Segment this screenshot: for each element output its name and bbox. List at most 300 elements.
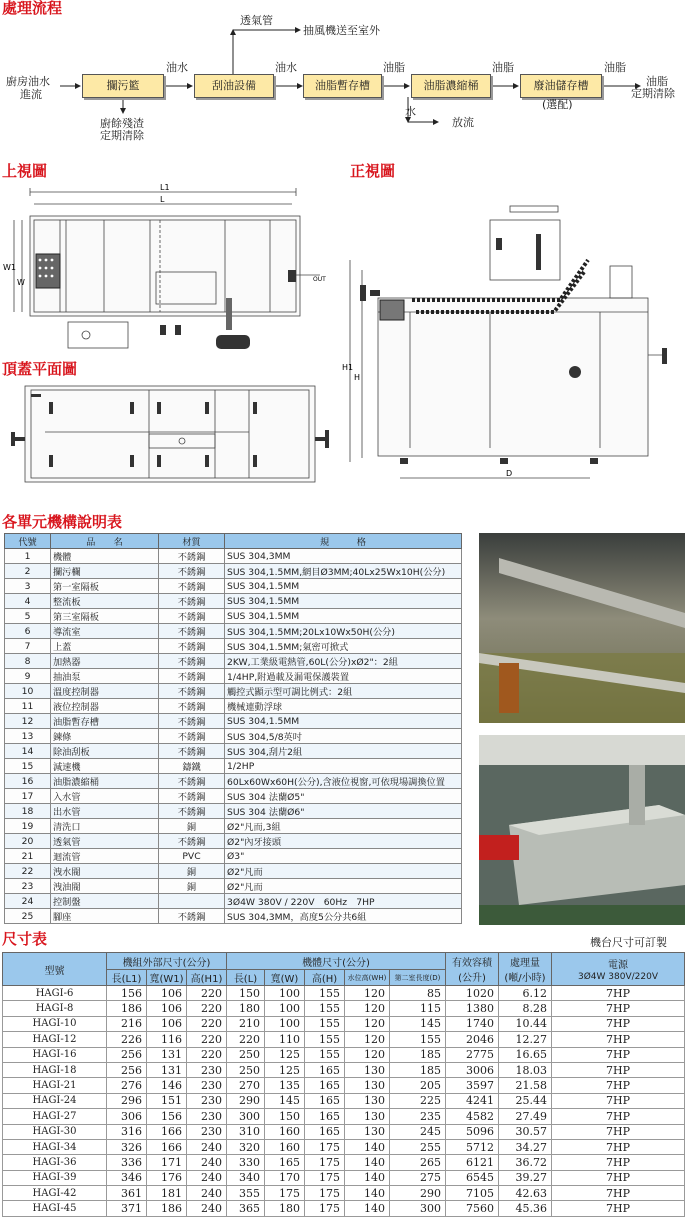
flow-start-line2: 進流 [20,88,42,101]
part-spec: Ø2"內牙接頭 [225,834,462,849]
part-spec: SUS 304 法蘭Ø5" [225,789,462,804]
front-view-drawing [340,200,685,490]
dims-sub-W: 寬(W) [265,970,305,986]
dims-cell-model: HAGI-30 [3,1124,107,1139]
dims-sub-W1: 寬(W1) [147,970,187,986]
dims-cell-W1: 151 [147,1093,187,1108]
dims-cell-power: 7HP [552,1201,685,1216]
dims-cell-H1: 230 [187,1109,227,1124]
part-name: 鍊條 [51,729,159,744]
part-code: 21 [5,849,51,864]
dims-cell-capacity: 4241 [446,1093,499,1108]
part-spec: SUS 304,3MM，高度5公分共6組 [225,909,462,924]
part-code: 12 [5,714,51,729]
dims-cell-L1: 256 [107,1062,147,1077]
part-spec: SUS 304,5/8英吋 [225,729,462,744]
dims-cell-capacity: 7560 [446,1201,499,1216]
dims-cell-model: HAGI-21 [3,1078,107,1093]
part-spec: 1/2HP [225,759,462,774]
parts-row [5,609,462,624]
flow-vent-label: 透氣管 [240,14,273,27]
dims-cell-W: 100 [265,1016,305,1031]
dims-row [3,1001,685,1016]
flow-label-grease-2: 油脂 [492,61,514,74]
dims-cell-H: 165 [305,1078,345,1093]
dims-cell-rate: 6.12 [499,986,552,1001]
parts-header-spec: 規 格 [225,534,462,549]
part-spec: 3Ø4W 380V / 220V 60Hz 7HP [225,894,462,909]
dims-cell-power: 7HP [552,986,685,1001]
parts-row [5,849,462,864]
dims-cell-power: 7HP [552,1139,685,1154]
part-material: 不銹鋼 [159,669,225,684]
parts-row [5,774,462,789]
dims-cell-power: 7HP [552,1062,685,1077]
dims-cell-L1: 256 [107,1047,147,1062]
dims-cell-L: 320 [227,1139,265,1154]
part-code: 25 [5,909,51,924]
part-spec: 2KW,工業級電熱管,60L(公分)xØ2"：2組 [225,654,462,669]
part-name: 迴流管 [51,849,159,864]
dims-cell-W: 100 [265,986,305,1001]
dims-cell-rate: 39.27 [499,1170,552,1185]
top-view-drawing [0,180,340,355]
dims-cell-W1: 166 [147,1139,187,1154]
dims-cell-model: HAGI-16 [3,1047,107,1062]
part-spec: SUS 304,1.5MM [225,594,462,609]
dims-cell-power: 7HP [552,1109,685,1124]
dims-cell-rate: 25.44 [499,1093,552,1108]
parts-row [5,594,462,609]
part-material: 不銹鋼 [159,729,225,744]
parts-title: 各單元機構說明表 [2,513,123,531]
part-material: 不銹鋼 [159,834,225,849]
dims-header-power: 電源 3Ø4W 380V/220V [552,953,685,986]
dims-cell-H: 165 [305,1109,345,1124]
part-name: 出水管 [51,804,159,819]
dims-cell-H1: 240 [187,1139,227,1154]
dim-H1-label: H1 [342,363,354,372]
part-name: 抽油泵 [51,669,159,684]
dims-cell-L1: 361 [107,1186,147,1201]
dims-cell-W1: 106 [147,1016,187,1031]
dims-row [3,1124,685,1139]
dims-cell-D: 115 [390,1001,446,1016]
dims-cell-WH: 130 [345,1078,390,1093]
dims-cell-H: 155 [305,1001,345,1016]
dims-cell-model: HAGI-39 [3,1170,107,1185]
dims-cell-rate: 34.27 [499,1139,552,1154]
parts-row [5,759,462,774]
dims-cell-W1: 176 [147,1170,187,1185]
part-code: 18 [5,804,51,819]
dims-row [3,1062,685,1077]
flow-exhaust-label: 抽風機送至室外 [303,24,380,37]
dims-cell-W1: 131 [147,1062,187,1077]
part-code: 16 [5,774,51,789]
dims-cell-capacity: 2046 [446,1032,499,1047]
dims-header-rate: 處理量 (噸/小時) [499,953,552,986]
dims-cell-W1: 106 [147,1001,187,1016]
part-code: 13 [5,729,51,744]
dims-cell-capacity: 6121 [446,1155,499,1170]
flow-optional-label: (選配) [542,98,573,111]
part-name: 上蓋 [51,639,159,654]
dims-cell-L: 180 [227,1001,265,1016]
dims-cell-H1: 220 [187,1032,227,1047]
part-code: 4 [5,594,51,609]
part-material: 不銹鋼 [159,564,225,579]
dims-cell-D: 85 [390,986,446,1001]
part-material: 不銹鋼 [159,774,225,789]
dims-cell-power: 7HP [552,1001,685,1016]
dims-cell-H: 175 [305,1201,345,1216]
dim-L1-label: L1 [160,183,170,192]
part-material: 不銹鋼 [159,594,225,609]
part-code: 19 [5,819,51,834]
dims-cell-model: HAGI-8 [3,1001,107,1016]
dims-cell-capacity: 2775 [446,1047,499,1062]
part-material: PVC [159,849,225,864]
dims-row [3,986,685,1001]
dims-cell-model: HAGI-18 [3,1062,107,1077]
part-name: 腳座 [51,909,159,924]
dims-cell-model: HAGI-27 [3,1109,107,1124]
dims-cell-rate: 10.44 [499,1016,552,1031]
part-spec: SUS 304 法蘭Ø6" [225,804,462,819]
dims-cell-L: 310 [227,1124,265,1139]
dims-sub-D: 第二室長度(D) [390,970,446,986]
dims-cell-H1: 220 [187,986,227,1001]
dims-cell-capacity: 7105 [446,1186,499,1201]
dims-cell-H: 175 [305,1186,345,1201]
part-material: 鑄鐵 [159,759,225,774]
dims-cell-L: 150 [227,986,265,1001]
flow-box-skimmer: 刮油設備 [194,74,274,98]
dims-header-capacity: 有效容積 (公升) [446,953,499,986]
dims-cell-H: 165 [305,1124,345,1139]
parts-row [5,879,462,894]
dims-cell-WH: 120 [345,986,390,1001]
dims-header-model: 型號 [3,953,107,986]
dims-cell-L: 330 [227,1155,265,1170]
part-material: 不銹鋼 [159,699,225,714]
dims-cell-WH: 140 [345,1139,390,1154]
dims-row [3,1047,685,1062]
dims-cell-H1: 230 [187,1078,227,1093]
part-code: 5 [5,609,51,624]
dims-cell-H1: 240 [187,1201,227,1216]
dims-row [3,1093,685,1108]
parts-table [4,533,462,924]
part-material: 不銹鋼 [159,909,225,924]
dims-row [3,1078,685,1093]
part-code: 22 [5,864,51,879]
part-code: 11 [5,699,51,714]
dims-cell-D: 155 [390,1032,446,1047]
dims-cell-H: 165 [305,1062,345,1077]
dims-cell-power: 7HP [552,1047,685,1062]
dims-sub-H: 高(H) [305,970,345,986]
dims-cell-L: 355 [227,1186,265,1201]
part-code: 9 [5,669,51,684]
dims-cell-model: HAGI-6 [3,986,107,1001]
photo-interior [479,533,685,723]
dims-cell-L1: 276 [107,1078,147,1093]
flow-residue-line2: 定期清除 [100,129,144,142]
parts-row [5,654,462,669]
dims-note: 機台尺寸可訂製 [590,936,667,949]
dims-row [3,1016,685,1031]
dims-title: 尺寸表 [2,930,48,948]
part-code: 3 [5,579,51,594]
dims-cell-rate: 8.28 [499,1001,552,1016]
dims-cell-W1: 166 [147,1124,187,1139]
dims-cell-H: 165 [305,1093,345,1108]
dims-cell-D: 235 [390,1109,446,1124]
part-code: 23 [5,879,51,894]
part-material: 不銹鋼 [159,639,225,654]
part-spec: 觸控式顯示型可調比例式：2組 [225,684,462,699]
part-material: 不銹鋼 [159,549,225,564]
parts-row [5,819,462,834]
part-name: 洩水閥 [51,864,159,879]
part-name: 溫度控制器 [51,684,159,699]
dims-cell-model: HAGI-12 [3,1032,107,1047]
dims-cell-H1: 220 [187,1016,227,1031]
dims-cell-W1: 156 [147,1109,187,1124]
part-material: 銅 [159,819,225,834]
parts-header-code: 代號 [5,534,51,549]
dims-cell-rate: 30.57 [499,1124,552,1139]
flow-discharge-label: 放流 [452,116,474,129]
dims-row [3,1155,685,1170]
dims-cell-H1: 230 [187,1062,227,1077]
dims-cell-rate: 21.58 [499,1078,552,1093]
dims-cell-W1: 171 [147,1155,187,1170]
part-name: 油脂濃縮桶 [51,774,159,789]
dims-cell-D: 255 [390,1139,446,1154]
dims-header-outer: 機組外部尺寸(公分) [107,953,227,970]
dims-cell-power: 7HP [552,1186,685,1201]
flow-box-waste-oil-tank: 廢油儲存槽 [520,74,602,98]
parts-row [5,699,462,714]
dims-cell-L1: 296 [107,1093,147,1108]
part-spec: Ø2"凡而 [225,864,462,879]
dims-cell-W: 170 [265,1170,305,1185]
dims-cell-W1: 116 [147,1032,187,1047]
part-spec: SUS 304,1.5MM [225,714,462,729]
dims-cell-L1: 216 [107,1016,147,1031]
dims-cell-D: 245 [390,1124,446,1139]
dims-cell-WH: 140 [345,1155,390,1170]
dims-cell-L: 365 [227,1201,265,1216]
dims-cell-W: 160 [265,1139,305,1154]
dims-cell-WH: 130 [345,1124,390,1139]
dims-cell-power: 7HP [552,1124,685,1139]
dims-row [3,1109,685,1124]
photo-exterior [479,735,685,925]
dims-cell-power: 7HP [552,1170,685,1185]
dims-cell-W: 125 [265,1047,305,1062]
dims-cell-capacity: 3006 [446,1062,499,1077]
dims-cell-WH: 120 [345,1001,390,1016]
dims-cell-model: HAGI-42 [3,1186,107,1201]
dims-cell-power: 7HP [552,1155,685,1170]
dims-cell-rate: 12.27 [499,1032,552,1047]
dims-cell-capacity: 4582 [446,1109,499,1124]
dims-cell-capacity: 1740 [446,1016,499,1031]
part-name: 清洗口 [51,819,159,834]
dims-cell-capacity: 1020 [446,986,499,1001]
part-material: 不銹鋼 [159,744,225,759]
lid-view-title: 頂蓋平面圖 [2,360,78,378]
dims-cell-L1: 371 [107,1201,147,1216]
part-spec: Ø2"凡而 [225,879,462,894]
part-spec: 1/4HP,附過載及漏電保護裝置 [225,669,462,684]
dim-H-label: H [354,373,361,382]
part-material: 不銹鋼 [159,624,225,639]
part-spec: SUS 304,3MM [225,549,462,564]
parts-row [5,834,462,849]
parts-row [5,624,462,639]
dims-cell-model: HAGI-24 [3,1093,107,1108]
parts-row [5,684,462,699]
parts-row [5,714,462,729]
dims-cell-H: 155 [305,1016,345,1031]
part-code: 7 [5,639,51,654]
lid-plan-drawing [5,380,340,490]
dims-cell-capacity: 3597 [446,1078,499,1093]
flow-end-line1: 油脂 [646,75,668,88]
parts-row [5,564,462,579]
part-spec: SUS 304,1.5MM,網目Ø3MM;40Lx25Wx10H(公分) [225,564,462,579]
dims-cell-D: 185 [390,1062,446,1077]
parts-row [5,864,462,879]
part-material: 不銹鋼 [159,609,225,624]
part-name: 第三室隔板 [51,609,159,624]
dims-cell-W1: 186 [147,1201,187,1216]
part-spec: SUS 304,1.5MM;氣密可掀式 [225,639,462,654]
dims-cell-model: HAGI-34 [3,1139,107,1154]
dims-cell-D: 275 [390,1170,446,1185]
front-view-title: 正視圖 [350,162,396,180]
dims-cell-D: 185 [390,1047,446,1062]
dims-cell-W1: 146 [147,1078,187,1093]
dims-cell-L1: 306 [107,1109,147,1124]
part-material: 不銹鋼 [159,804,225,819]
part-spec: Ø3" [225,849,462,864]
part-name: 整流板 [51,594,159,609]
part-code: 2 [5,564,51,579]
dims-cell-W: 145 [265,1093,305,1108]
dims-cell-W1: 181 [147,1186,187,1201]
part-name: 控制盤 [51,894,159,909]
dims-cell-H1: 240 [187,1186,227,1201]
dims-row [3,1170,685,1185]
dim-L-label: L [160,195,165,204]
dims-cell-L1: 336 [107,1155,147,1170]
dims-cell-WH: 140 [345,1201,390,1216]
dims-cell-L1: 226 [107,1032,147,1047]
dims-cell-L: 220 [227,1032,265,1047]
dims-cell-power: 7HP [552,1032,685,1047]
part-code: 6 [5,624,51,639]
dims-cell-W: 125 [265,1062,305,1077]
part-material: 不銹鋼 [159,684,225,699]
dims-cell-D: 290 [390,1186,446,1201]
dims-cell-model: HAGI-45 [3,1201,107,1216]
dims-row [3,1186,685,1201]
part-material: 不銹鋼 [159,579,225,594]
dims-cell-capacity: 5096 [446,1124,499,1139]
dims-cell-H1: 230 [187,1093,227,1108]
dims-cell-capacity: 6545 [446,1170,499,1185]
flow-label-grease-1: 油脂 [383,61,405,74]
part-name: 入水管 [51,789,159,804]
dims-cell-L: 340 [227,1170,265,1185]
dims-cell-H: 175 [305,1155,345,1170]
part-name: 透氣管 [51,834,159,849]
top-view-title: 上視圖 [2,162,48,180]
dims-cell-H: 155 [305,1032,345,1047]
dims-cell-H1: 230 [187,1124,227,1139]
dims-cell-D: 145 [390,1016,446,1031]
parts-header-material: 材質 [159,534,225,549]
part-name: 導流室 [51,624,159,639]
flow-label-grease-3: 油脂 [604,61,626,74]
flow-box-grease-buffer: 油脂暫存槽 [303,74,382,98]
dims-cell-L1: 316 [107,1124,147,1139]
dims-cell-L: 250 [227,1047,265,1062]
part-name: 機體 [51,549,159,564]
dims-sub-H1: 高(H1) [187,970,227,986]
dims-sub-L: 長(L) [227,970,265,986]
dims-cell-W: 110 [265,1032,305,1047]
dims-row [3,1032,685,1047]
flow-end-line2: 定期清除 [631,87,675,100]
part-spec: SUS 304,1.5MM [225,609,462,624]
dims-cell-power: 7HP [552,1016,685,1031]
dim-D-label: D [506,469,513,478]
dims-sub-L1: 長(L1) [107,970,147,986]
parts-row [5,909,462,924]
dims-cell-H1: 240 [187,1170,227,1185]
dims-cell-rate: 27.49 [499,1109,552,1124]
part-name: 加熱器 [51,654,159,669]
dims-cell-power: 7HP [552,1078,685,1093]
parts-row [5,579,462,594]
part-spec: 機械連動浮球 [225,699,462,714]
dims-header-body: 機體尺寸(公分) [227,953,446,970]
dims-cell-capacity: 1380 [446,1001,499,1016]
dims-cell-W1: 106 [147,986,187,1001]
out-label: OUT [313,276,326,283]
parts-row [5,894,462,909]
dims-cell-H1: 220 [187,1047,227,1062]
dims-cell-WH: 130 [345,1109,390,1124]
dims-cell-H: 155 [305,986,345,1001]
part-name: 洩油閥 [51,879,159,894]
part-name: 第一室隔板 [51,579,159,594]
parts-row [5,669,462,684]
part-name: 液位控制器 [51,699,159,714]
dims-cell-WH: 130 [345,1093,390,1108]
dims-cell-W: 100 [265,1001,305,1016]
part-code: 14 [5,744,51,759]
part-code: 15 [5,759,51,774]
parts-row [5,729,462,744]
